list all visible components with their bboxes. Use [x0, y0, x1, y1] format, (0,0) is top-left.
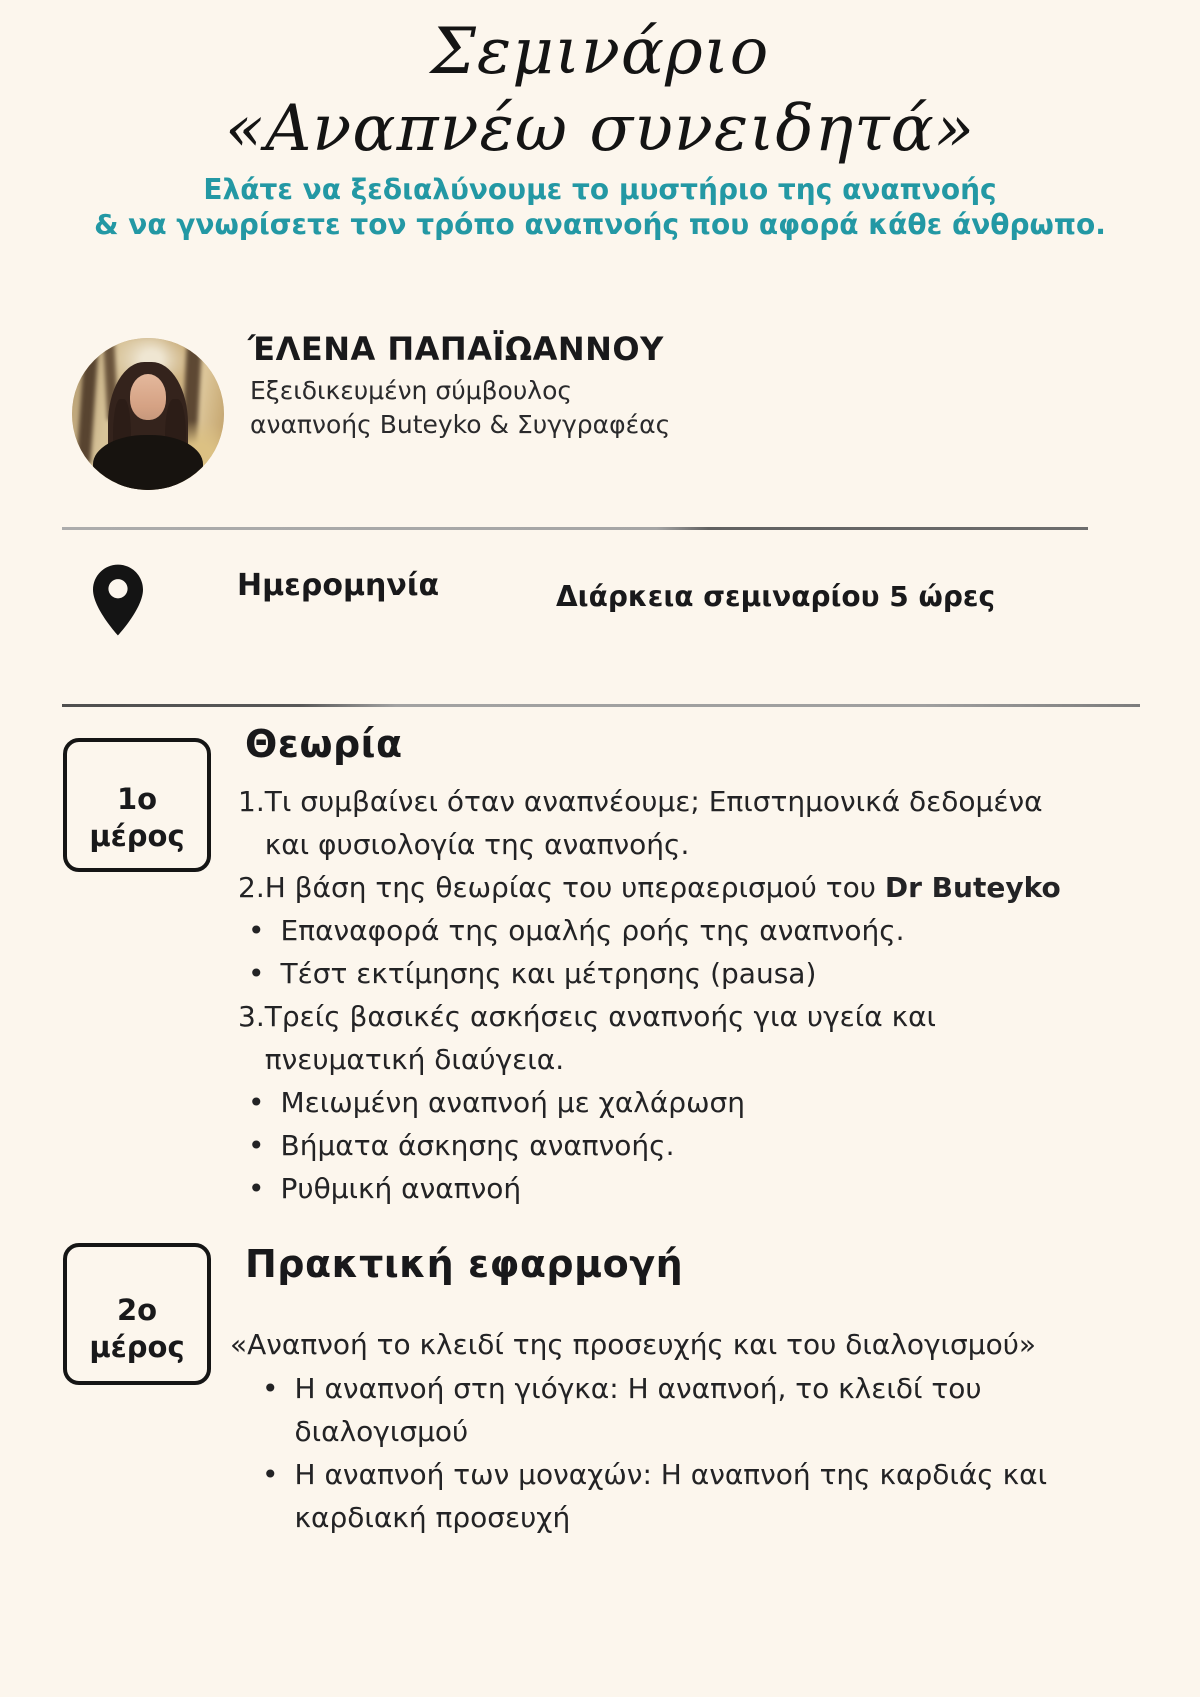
part2-badge-word: μέρος	[89, 1330, 185, 1364]
part1-list	[238, 780, 1070, 1210]
location-pin-icon	[93, 564, 143, 636]
part1-badge-number: 1ο	[116, 782, 158, 816]
title-line-1: Σεμινάριο	[430, 15, 770, 89]
part1-heading: Θεωρία	[245, 722, 403, 766]
presenter-name: ΈΛΕΝΑ ΠΑΠΑΪΩΑΝΝΟΥ	[248, 330, 664, 368]
duration-label: Διάρκεια σεμιναρίου 5 ώρες	[556, 580, 996, 613]
presenter-torso	[93, 435, 202, 490]
part2-heading: Πρακτική εφαρμογή	[245, 1242, 684, 1286]
part1-badge	[63, 738, 211, 872]
page-subtitle	[0, 172, 1200, 242]
part1-badge-word: μέρος	[89, 819, 185, 853]
list-item: • Η αναπνοή των μοναχών: Η αναπνοή της καρδιάς και καρδιακή προσευχή	[262, 1458, 1048, 1534]
list-item: • Η αναπνοή στη γιόγκα: Η αναπνοή, το κλειδί του διαλογισμού	[262, 1372, 982, 1448]
part2-list	[252, 1367, 1080, 1539]
part2-intro: «Αναπνοή το κλειδί της προσευχής και του διαλογισμού»	[230, 1328, 1037, 1361]
presenter-role-line-1: Εξειδικευμένη σύμβουλος	[250, 376, 573, 405]
subtitle-line-2: & να γνωρίσετε τον τρόπο αναπνοής που αφορά κάθε άνθρωπο.	[94, 208, 1106, 241]
presenter-photo	[72, 338, 224, 490]
presenter-role-line-2: αναπνοής Buteyko & Συγγραφέας	[250, 410, 671, 439]
date-label: Ημερομηνία	[237, 568, 440, 603]
list-item: 3. Τρείς βασικές ασκήσεις αναπνοής για υγεία και πνευματική διαύγεια.	[238, 1000, 937, 1076]
subtitle-line-1: Ελάτε να ξεδιαλύνουμε το μυστήριο της αναπνοής	[203, 173, 997, 206]
bold-term: Dr Buteyko	[884, 871, 1061, 904]
part2-badge	[63, 1243, 211, 1385]
list-item: 2. Η βάση της θεωρίας του υπεραερισμού του Dr Buteyko	[238, 871, 1061, 904]
divider-middle	[62, 704, 1140, 707]
part2-badge-number: 2ο	[116, 1293, 158, 1327]
list-item: • Ρυθμική αναπνοή	[248, 1172, 522, 1205]
page-title	[0, 14, 1200, 168]
list-item: 1. Τι συμβαίνει όταν αναπνέουμε; Επιστημονικά δεδομένα και φυσιολογία της αναπνοής.	[238, 785, 1043, 861]
title-line-2: «Αναπνέω συνειδητά»	[225, 92, 975, 166]
list-item: • Τέστ εκτίμησης και μέτρησης (pausa)	[248, 957, 817, 990]
list-item: • Βήματα άσκησης αναπνοής.	[248, 1129, 675, 1162]
presenter-face	[130, 374, 166, 420]
divider-top	[62, 527, 1088, 530]
list-item: • Επαναφορά της ομαλής ροής της αναπνοής.	[248, 914, 905, 947]
list-item: • Μειωμένη αναπνοή με χαλάρωση	[248, 1086, 746, 1119]
